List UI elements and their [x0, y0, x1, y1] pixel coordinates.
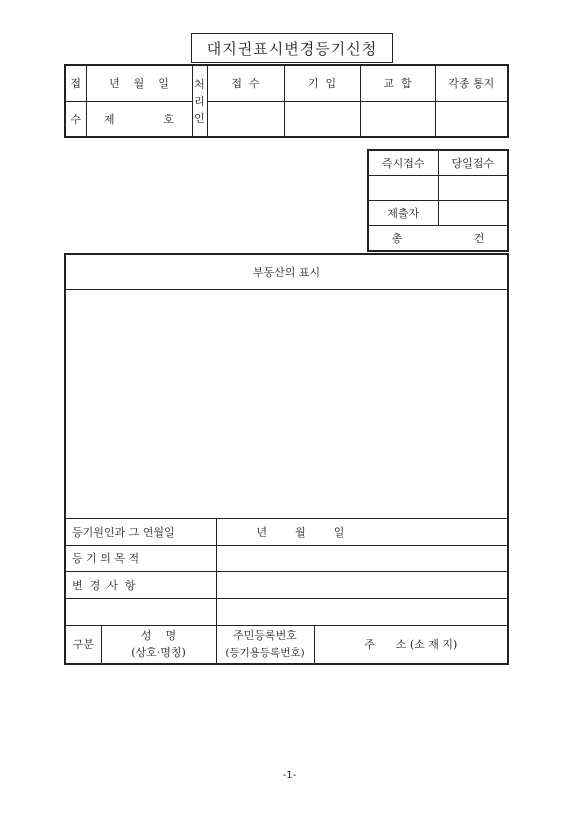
main-form-table [64, 253, 509, 665]
immediate-receipt-label: 즉시접수 [381, 156, 425, 170]
cause-date-value: 년 월 일 [256, 525, 345, 539]
col-check-label: 교 합 [383, 77, 412, 91]
purpose-field[interactable] [216, 545, 508, 571]
address-header [314, 625, 508, 664]
page-number [0, 770, 579, 781]
receipt-number-label: 제 호 [103, 112, 175, 126]
cause-label-cell [65, 518, 216, 545]
page-number-text: -1- [282, 770, 297, 781]
total-label: 총 [391, 231, 403, 245]
receipt-date-cell[interactable] [86, 65, 192, 101]
purpose-label: 등 기 의 목 적 [72, 552, 140, 565]
total-count-cell[interactable] [368, 225, 508, 251]
sameday-receipt-label: 당일접수 [451, 156, 494, 170]
col-check-header [360, 65, 435, 101]
col-entry-header [284, 65, 360, 101]
sameday-receipt-header [438, 150, 508, 175]
property-description-area[interactable] [65, 289, 508, 518]
immediate-receipt-header [368, 150, 438, 175]
col-entry-label: 기 입 [307, 77, 337, 91]
col-receipt-header [207, 65, 284, 101]
receipt-date-label: 년 월 일 [109, 77, 169, 91]
cause-label: 등기원인과 그 연월일 [72, 525, 175, 539]
submitter-label-cell [368, 200, 438, 225]
processor-char-3: 인 [194, 111, 205, 125]
receipt-jeop-cell [65, 65, 86, 101]
name-header [101, 625, 216, 664]
col-receipt-label: 접 수 [231, 77, 260, 91]
form-title [191, 33, 393, 63]
address-label: 주 소 (소 재 지) [364, 638, 458, 652]
purpose-label-cell [65, 545, 216, 571]
id-number-label: 주민등록번호 [233, 628, 297, 642]
submission-table [367, 149, 509, 252]
change-field[interactable] [216, 571, 508, 598]
receipt-su-cell [65, 101, 86, 137]
col-notice-header [435, 65, 508, 101]
entry-stamp-cell[interactable] [284, 101, 360, 137]
change-label: 변 경 사 항 [72, 578, 136, 592]
change-label-cell [65, 571, 216, 598]
division-header [65, 625, 101, 664]
form-title-text: 대지권표시변경등기신청 [206, 39, 378, 58]
receipt-jeop-label: 접 [70, 77, 82, 91]
sameday-receipt-check[interactable] [438, 175, 508, 200]
check-stamp-cell[interactable] [360, 101, 435, 137]
id-number-header [216, 625, 314, 664]
property-header-cell [65, 254, 508, 289]
receipt-su-label: 수 [70, 112, 82, 126]
blank-value-cell[interactable] [216, 598, 508, 625]
cause-date-field[interactable] [216, 518, 508, 545]
processor-cell [192, 65, 207, 137]
processor-char-1: 처 [194, 77, 205, 91]
id-number-sub-label: (등기용등록번호) [225, 646, 305, 659]
receipt-stamp-cell[interactable] [207, 101, 284, 137]
blank-label-cell[interactable] [65, 598, 216, 625]
name-sub-label: (상호·명칭) [131, 646, 186, 660]
immediate-receipt-check[interactable] [368, 175, 438, 200]
count-unit-label: 건 [473, 231, 485, 245]
property-header-label: 부동산의 표시 [252, 265, 321, 279]
receipt-number-cell[interactable] [86, 101, 192, 137]
submitter-label: 제출자 [387, 206, 420, 220]
submitter-field[interactable] [438, 200, 508, 225]
processor-char-2: 리 [194, 94, 205, 108]
receipt-table [64, 64, 509, 138]
notice-stamp-cell[interactable] [435, 101, 508, 137]
division-label: 구분 [72, 638, 94, 652]
col-notice-label: 각종 통지 [448, 77, 495, 91]
name-label: 성 명 [140, 629, 177, 643]
